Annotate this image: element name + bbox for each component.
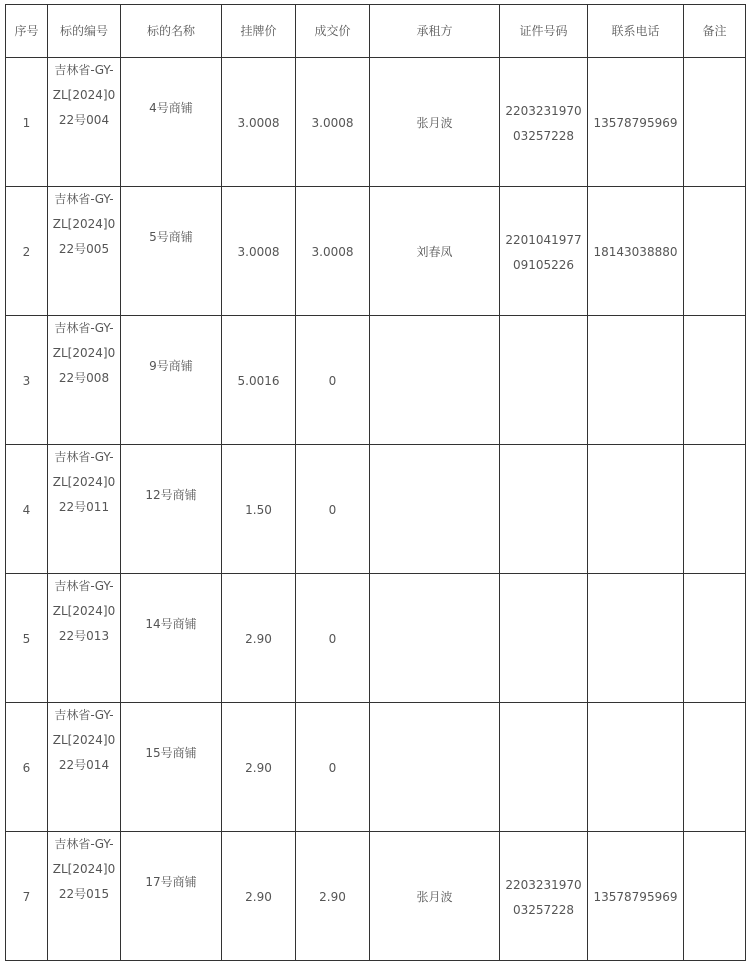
table-row [6, 703, 746, 832]
cell-no: 5 [6, 574, 48, 703]
cell-id-no [500, 703, 588, 832]
cell-lessee [370, 316, 500, 445]
cell-id-no [500, 316, 588, 445]
header-phone: 联系电话 [588, 5, 684, 58]
cell-lessee: 张月波 [370, 58, 500, 187]
cell-id-no [500, 574, 588, 703]
cell-lessee: 刘春凤 [370, 187, 500, 316]
header-name: 标的名称 [121, 5, 222, 58]
cell-remark [684, 703, 746, 832]
cell-no: 6 [6, 703, 48, 832]
cell-list-price: 1.50 [222, 445, 296, 574]
cell-list-price: 3.0008 [222, 187, 296, 316]
cell-no: 3 [6, 316, 48, 445]
cell-phone: 13578795969 [588, 832, 684, 961]
cell-phone [588, 574, 684, 703]
cell-id-no: 220323197003257228 [500, 58, 588, 187]
cell-deal-price: 3.0008 [296, 58, 370, 187]
header-lessee: 承租方 [370, 5, 500, 58]
cell-name: 15号商铺 [121, 703, 222, 832]
cell-code: 吉林省-GY-ZL[2024]022号011 [48, 445, 121, 574]
cell-list-price: 2.90 [222, 574, 296, 703]
cell-name: 9号商铺 [121, 316, 222, 445]
cell-no: 2 [6, 187, 48, 316]
cell-name: 4号商铺 [121, 58, 222, 187]
cell-deal-price: 0 [296, 445, 370, 574]
cell-code: 吉林省-GY-ZL[2024]022号005 [48, 187, 121, 316]
cell-deal-price: 3.0008 [296, 187, 370, 316]
cell-lessee [370, 445, 500, 574]
header-list-price: 挂牌价 [222, 5, 296, 58]
cell-remark [684, 58, 746, 187]
cell-phone [588, 703, 684, 832]
header-row [6, 5, 746, 58]
cell-remark [684, 574, 746, 703]
cell-lessee [370, 574, 500, 703]
cell-name: 12号商铺 [121, 445, 222, 574]
cell-id-no [500, 445, 588, 574]
cell-remark [684, 445, 746, 574]
cell-code: 吉林省-GY-ZL[2024]022号013 [48, 574, 121, 703]
cell-list-price: 3.0008 [222, 58, 296, 187]
table-row [6, 574, 746, 703]
cell-phone [588, 316, 684, 445]
header-id-no: 证件号码 [500, 5, 588, 58]
cell-name: 5号商铺 [121, 187, 222, 316]
cell-no: 1 [6, 58, 48, 187]
cell-id-no: 220104197709105226 [500, 187, 588, 316]
cell-code: 吉林省-GY-ZL[2024]022号014 [48, 703, 121, 832]
cell-deal-price: 0 [296, 574, 370, 703]
cell-id-no: 220323197003257228 [500, 832, 588, 961]
cell-deal-price: 0 [296, 703, 370, 832]
cell-remark [684, 316, 746, 445]
table-body [6, 58, 746, 961]
table-row [6, 316, 746, 445]
cell-lessee: 张月波 [370, 832, 500, 961]
cell-name: 17号商铺 [121, 832, 222, 961]
cell-phone [588, 445, 684, 574]
results-table [5, 4, 746, 961]
cell-list-price: 2.90 [222, 703, 296, 832]
table-row [6, 445, 746, 574]
cell-code: 吉林省-GY-ZL[2024]022号008 [48, 316, 121, 445]
cell-no: 7 [6, 832, 48, 961]
cell-deal-price: 0 [296, 316, 370, 445]
cell-code: 吉林省-GY-ZL[2024]022号015 [48, 832, 121, 961]
cell-phone: 13578795969 [588, 58, 684, 187]
cell-deal-price: 2.90 [296, 832, 370, 961]
cell-remark [684, 187, 746, 316]
table-row [6, 187, 746, 316]
cell-name: 14号商铺 [121, 574, 222, 703]
header-no: 序号 [6, 5, 48, 58]
cell-code: 吉林省-GY-ZL[2024]022号004 [48, 58, 121, 187]
header-remark: 备注 [684, 5, 746, 58]
cell-lessee [370, 703, 500, 832]
table-row [6, 58, 746, 187]
cell-no: 4 [6, 445, 48, 574]
table-row [6, 832, 746, 961]
header-deal-price: 成交价 [296, 5, 370, 58]
cell-list-price: 2.90 [222, 832, 296, 961]
cell-remark [684, 832, 746, 961]
cell-list-price: 5.0016 [222, 316, 296, 445]
header-code: 标的编号 [48, 5, 121, 58]
cell-phone: 18143038880 [588, 187, 684, 316]
